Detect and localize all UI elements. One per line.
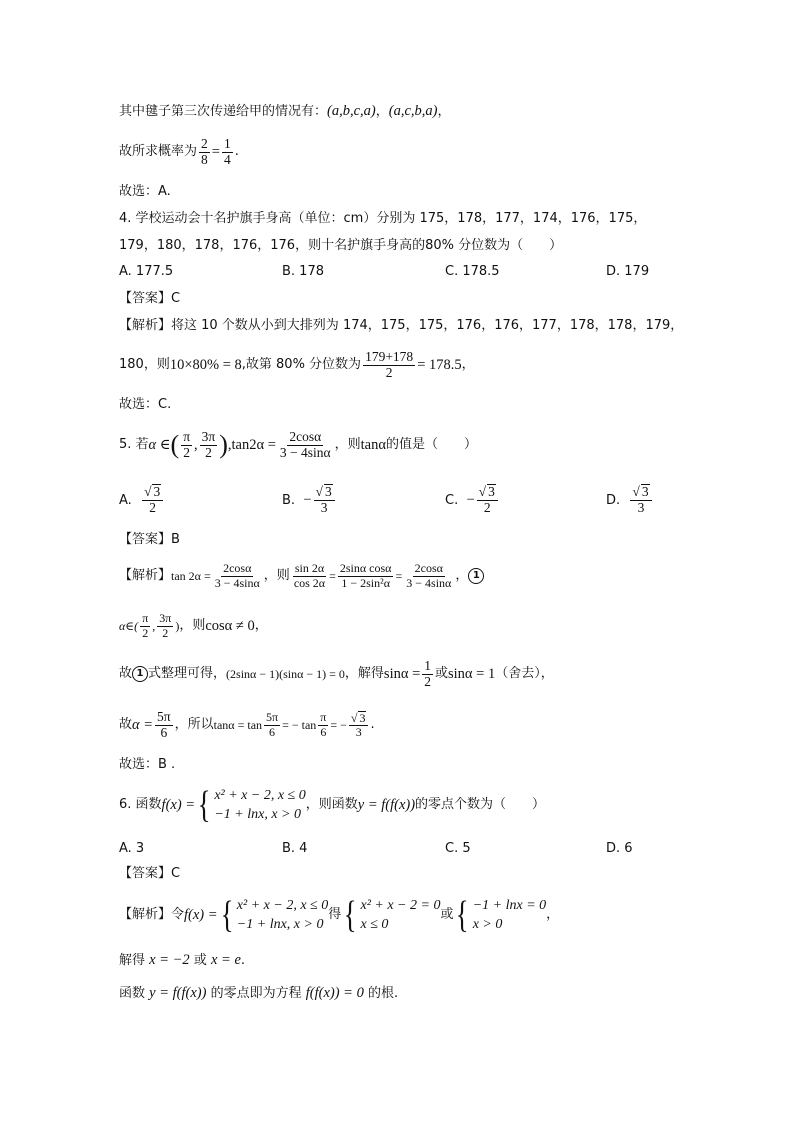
equals: = xyxy=(211,144,220,160)
q6-stem xyxy=(119,783,545,827)
case-row: −1 + lnx, x > 0 xyxy=(236,917,324,932)
q5-option-c xyxy=(445,480,500,520)
math-expression: sinα = xyxy=(383,666,421,682)
text: 或 xyxy=(193,953,207,968)
q4-option-a: A. 177.5 xyxy=(119,264,174,279)
denominator: 2 xyxy=(162,625,169,640)
comma: , xyxy=(152,619,156,633)
q5-stem xyxy=(119,423,477,467)
numerator: 1 xyxy=(223,135,231,151)
brace-glyph: { xyxy=(197,784,211,826)
math-expression: sinα = 1 xyxy=(448,666,496,682)
numerator: π xyxy=(320,710,327,725)
sqrt: √ 3 xyxy=(478,484,495,500)
q5-choice: 故选：B . xyxy=(119,757,176,772)
text: ，解得 xyxy=(344,666,384,681)
fraction xyxy=(404,562,453,589)
denominator: 2 xyxy=(149,500,157,515)
text: ，则 xyxy=(263,568,290,583)
radicand: 3 xyxy=(153,484,161,500)
text: ，则函数 xyxy=(305,797,358,812)
text: 得 xyxy=(328,907,342,922)
text: ,故第 80% 分位数为 xyxy=(241,357,362,372)
denominator: 3 xyxy=(320,500,328,515)
math-expression: f(x) = xyxy=(184,907,218,923)
denominator: 3 xyxy=(355,725,362,739)
denominator: 4 xyxy=(223,151,231,167)
brace-glyph: { xyxy=(220,894,234,936)
math-expression: tanα xyxy=(360,437,386,453)
text: . xyxy=(240,953,246,968)
text: ，所以 xyxy=(174,717,214,732)
option-label: C. xyxy=(445,492,459,508)
fraction xyxy=(213,562,262,589)
denominator: 3 − 4sinα xyxy=(406,575,452,590)
equals: = xyxy=(395,569,403,583)
text: 的值是（ ） xyxy=(385,437,477,452)
denominator: 2 xyxy=(483,500,491,515)
text: 的零点即为方程 xyxy=(210,986,302,1001)
q6-option-c: C. 5 xyxy=(445,841,471,856)
numerator xyxy=(349,711,369,726)
fraction xyxy=(199,137,210,168)
system-brace xyxy=(453,896,546,934)
cases xyxy=(360,896,440,934)
fraction xyxy=(157,612,173,639)
q6-option-b: B. 4 xyxy=(282,841,308,856)
numerator xyxy=(142,484,163,501)
option-label: B. xyxy=(282,492,296,508)
piecewise-brace xyxy=(218,896,329,934)
radicand: 3 xyxy=(359,710,366,725)
text: （舍去）， xyxy=(495,666,554,681)
case-row: −1 + lnx, x > 0 xyxy=(214,807,301,822)
fraction xyxy=(222,137,233,168)
q5-option-b xyxy=(282,480,337,520)
denominator: 2 xyxy=(142,625,149,640)
text: 180，则 xyxy=(119,357,170,372)
text: 式整理可得， xyxy=(148,666,227,681)
text: ，则 xyxy=(334,437,361,452)
q5-answer: 【答案】B xyxy=(119,532,180,547)
numerator: 2cosα xyxy=(289,428,322,444)
fraction xyxy=(338,562,394,589)
q6-answer: 【答案】C xyxy=(119,866,181,881)
denominator: 3 − 4sinα xyxy=(279,444,331,460)
q4-explanation-line2 xyxy=(119,345,475,385)
denominator: 2 xyxy=(205,444,212,460)
right-paren: ) xyxy=(219,430,228,459)
math-expression: ,tan2α = xyxy=(227,437,276,453)
piecewise-brace xyxy=(195,786,306,824)
denominator: 2 xyxy=(183,444,190,460)
q3-cases-line xyxy=(119,102,450,121)
text: 5. 若 xyxy=(119,437,149,452)
text: ， xyxy=(375,104,389,119)
math-expression: f(f(x)) = 0 xyxy=(305,985,364,1001)
fraction xyxy=(318,711,328,738)
q5-explanation-line4 xyxy=(119,704,375,746)
text: 函数 xyxy=(119,986,146,1001)
numerator: 3π xyxy=(159,611,172,626)
fraction xyxy=(363,350,415,381)
math-expression: f(x) = xyxy=(161,797,196,813)
cases xyxy=(214,786,305,824)
numerator: 2sinα cosα xyxy=(339,561,392,576)
text: ，则 xyxy=(179,618,206,633)
fraction xyxy=(200,430,218,461)
numerator: 2 xyxy=(201,135,208,151)
numerator: 5π xyxy=(266,710,279,725)
text: 的根. xyxy=(367,986,399,1001)
denominator: 3 − 4sinα xyxy=(214,575,260,590)
fraction xyxy=(140,612,150,639)
math-expression: tanα = tan xyxy=(213,718,263,732)
denominator: 1 − 2sin²α xyxy=(341,575,390,590)
fraction xyxy=(422,659,433,690)
circled-one-icon: 1 xyxy=(468,568,484,584)
q5-explanation-line2 xyxy=(119,606,268,646)
q6-explanation-line1 xyxy=(119,892,559,938)
left-paren: ( xyxy=(170,430,180,459)
case-row: −1 + lnx = 0 xyxy=(472,898,547,913)
radicand: 3 xyxy=(324,484,332,500)
option-label: A. xyxy=(119,492,132,508)
numerator: 3π xyxy=(201,428,216,444)
cases xyxy=(237,896,328,934)
cases xyxy=(473,896,546,934)
q6-option-d: D. 6 xyxy=(606,841,633,856)
q4-explanation-line1: 【解析】将这 10 个数从小到大排列为 174，175，175，176，176，177，178，178，179， xyxy=(119,318,684,333)
system-brace xyxy=(341,896,440,934)
text: 故 xyxy=(119,717,133,732)
denominator: 6 xyxy=(160,724,168,740)
sqrt: √ 3 xyxy=(632,484,649,500)
fraction xyxy=(264,711,280,738)
math-expression: x = −2 xyxy=(149,952,190,968)
numerator xyxy=(630,484,651,501)
denominator: 6 xyxy=(269,724,276,739)
math-expression: (2sinα − 1)(sinα − 1) = 0 xyxy=(226,667,345,681)
q6-option-a: A. 3 xyxy=(119,841,145,856)
fraction xyxy=(477,484,498,516)
text: 其中毽子第三次传递给甲的情况有： xyxy=(119,104,328,119)
denominator: cos 2α xyxy=(293,575,326,590)
q3-probability-line xyxy=(119,132,239,172)
text: ， xyxy=(254,618,268,633)
q4-stem-line2: 179，180，178，176，176，则十名护旗手身高的80% 分位数为（ ） xyxy=(119,238,563,253)
sqrt: √ 3 xyxy=(350,710,366,725)
text: 的零点个数为（ ） xyxy=(415,797,546,812)
math-expression: x = e xyxy=(210,952,241,968)
q5-explanation-line1 xyxy=(119,556,484,596)
text: ， xyxy=(461,357,475,372)
q4-stem-line1: 4. 学校运动会十名护旗手身高（单位：cm）分别为 175，178，177，174，176，175， xyxy=(119,211,647,226)
q4-option-b: B. 178 xyxy=(282,264,324,279)
fraction xyxy=(155,710,173,741)
fraction xyxy=(181,430,192,461)
math-expression: tan 2α = xyxy=(171,569,211,583)
q6-solution-line xyxy=(119,951,245,970)
case-row: x² + x − 2, x ≤ 0 xyxy=(236,898,329,913)
text: 或 xyxy=(435,666,449,681)
q3-choice: 故选：A. xyxy=(119,184,171,199)
q4-answer: 【答案】C xyxy=(119,291,181,306)
text: 6. 函数 xyxy=(119,797,162,812)
fraction xyxy=(314,484,335,516)
math-expression: 10×80% = 8 xyxy=(169,357,242,373)
q5-option-a xyxy=(119,480,165,520)
fraction xyxy=(278,430,333,461)
math-expression: = 178.5 xyxy=(417,357,462,373)
text: ， xyxy=(546,907,560,922)
text: 故 xyxy=(119,666,133,681)
numerator: π xyxy=(183,428,191,444)
sqrt: √ 3 xyxy=(315,484,332,500)
radicand: 3 xyxy=(488,484,495,500)
fraction xyxy=(292,562,327,589)
text: 解得 xyxy=(119,953,146,968)
math-expression: y = f(f(x)) xyxy=(149,985,207,1001)
circled-one-icon: 1 xyxy=(132,666,148,682)
q4-choice: 故选：C. xyxy=(119,397,172,412)
numerator: 2cosα xyxy=(414,561,443,576)
numerator xyxy=(477,484,498,501)
math-expression: cosα ≠ 0 xyxy=(205,618,255,634)
fraction xyxy=(142,484,163,516)
text: 【解析】 xyxy=(119,568,172,583)
q5-option-d xyxy=(606,480,654,520)
denominator: 2 xyxy=(385,364,393,380)
text: 故所求概率为 xyxy=(119,144,198,159)
numerator: 1 xyxy=(424,657,431,673)
numerator: 2cosα xyxy=(223,561,252,576)
text: . xyxy=(370,717,375,732)
math-expression: α ∈ xyxy=(148,437,171,453)
q4-option-d: D. 179 xyxy=(606,264,650,279)
q4-option-c: C. 178.5 xyxy=(445,264,500,279)
text: ， xyxy=(437,104,451,119)
sqrt: √ 3 xyxy=(144,484,161,500)
denominator: 6 xyxy=(320,724,327,739)
numerator: sin 2α xyxy=(294,561,325,576)
numerator: 5π xyxy=(157,708,171,724)
numerator xyxy=(314,484,335,501)
brace-glyph: { xyxy=(343,894,357,936)
fraction xyxy=(630,484,651,516)
numerator: π xyxy=(142,611,149,626)
text: 【解析】令 xyxy=(119,907,185,922)
math-expression: = − tan xyxy=(282,718,317,732)
text: . xyxy=(234,144,239,159)
denominator: 2 xyxy=(424,673,431,689)
denominator: 3 xyxy=(637,500,645,515)
text: ， xyxy=(455,568,469,583)
option-label: D. xyxy=(606,492,621,508)
radicand: 3 xyxy=(641,484,649,500)
case-row: x² + x − 2 = 0 xyxy=(360,898,441,913)
text: 或 xyxy=(440,907,454,922)
math-expression: = − xyxy=(330,718,347,732)
math-expression: α = xyxy=(132,717,154,733)
q6-final-line xyxy=(119,984,398,1003)
case-row: x > 0 xyxy=(472,917,503,932)
math-tuple: (a,b,c,a) xyxy=(327,103,376,119)
case-row: x² + x − 2, x ≤ 0 xyxy=(214,788,306,803)
equals: = xyxy=(329,569,336,583)
denominator: 8 xyxy=(201,151,208,167)
math-expression: y = f(f(x)) xyxy=(357,797,416,813)
case-row: x ≤ 0 xyxy=(360,917,389,932)
q5-explanation-line3 xyxy=(119,654,554,694)
math-tuple: (a,c,b,a) xyxy=(388,103,438,119)
fraction xyxy=(349,711,369,739)
numerator: 179+178 xyxy=(365,348,414,364)
comma: , xyxy=(194,437,198,453)
minus-sign: − xyxy=(303,491,312,508)
minus-sign: − xyxy=(466,491,475,508)
math-expression: ) xyxy=(175,619,180,633)
brace-glyph: { xyxy=(456,894,469,936)
math-expression: α∈( xyxy=(119,619,139,633)
